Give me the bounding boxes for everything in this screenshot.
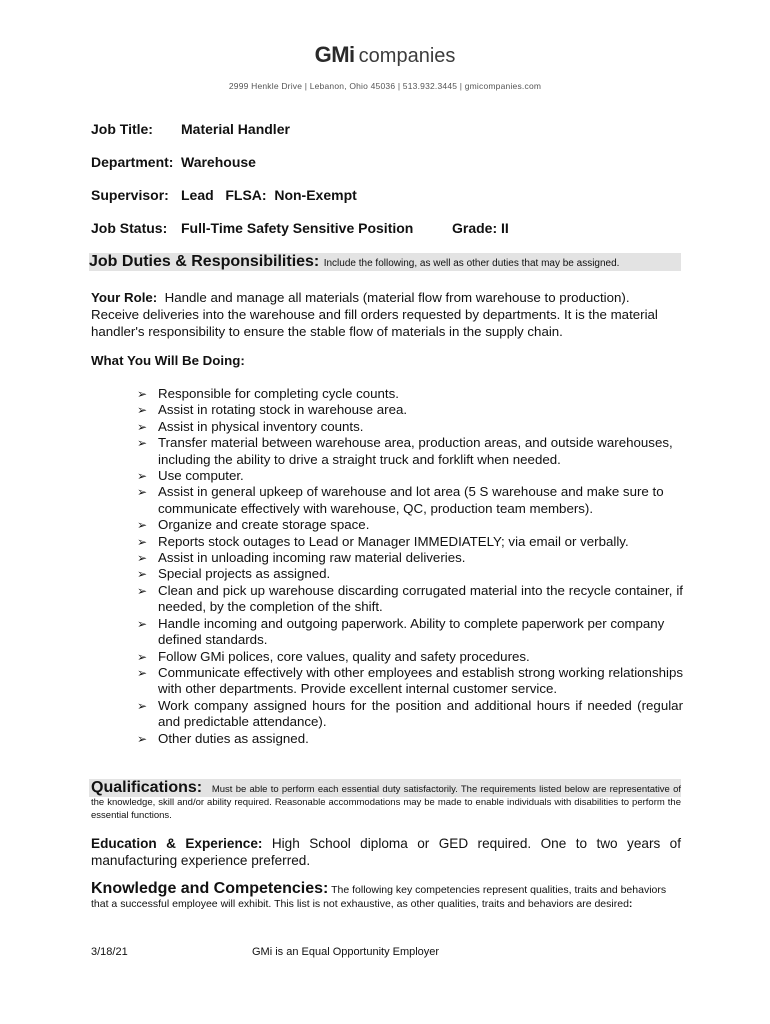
arrow-bullet-icon: ➢	[137, 518, 148, 533]
company-logo	[0, 42, 770, 68]
footer-eoe: GMi is an Equal Opportunity Employer	[252, 946, 440, 958]
arrow-bullet-icon: ➢	[137, 551, 148, 566]
grade: Grade: II	[452, 220, 509, 236]
arrow-bullet-icon: ➢	[137, 436, 148, 451]
arrow-bullet-icon: ➢	[137, 616, 148, 631]
doing-heading: What You Will Be Doing:	[91, 353, 245, 368]
duties-list	[137, 386, 683, 747]
arrow-bullet-icon: ➢	[137, 534, 148, 549]
education-experience	[91, 835, 681, 869]
list-item: ➢ Assist in rotating stock in warehouse area.	[137, 402, 408, 418]
logo-word: companies	[358, 45, 456, 67]
duties-heading: Job Duties & Responsibilities:	[89, 253, 320, 270]
list-item: ➢ Assist in unloading incoming raw material deliveries.	[137, 550, 466, 566]
list-item: ➢ Assist in general upkeep of warehouse and lot area (5 S warehouse and make sure to communicate effectively with warehouse, QC, production team members).	[137, 484, 664, 516]
list-item: ➢ Use computer.	[137, 468, 244, 484]
qualifications	[91, 781, 681, 822]
list-item: ➢ Clean and pick up warehouse discarding corrugated material into the recycle container, if needed, by the completion of the shift.	[137, 582, 683, 615]
department-row	[91, 154, 256, 170]
arrow-bullet-icon: ➢	[137, 665, 148, 680]
qualifications-heading: Qualifications:	[91, 779, 203, 796]
footer-date: 3/18/21	[91, 946, 128, 958]
company-address: 2999 Henkle Drive | Lebanon, Ohio 45036 | 513.932.3445 | gmicompanies.com	[228, 81, 542, 91]
arrow-bullet-icon: ➢	[137, 583, 148, 598]
list-item: ➢ Reports stock outages to Lead or Manager IMMEDIATELY; via email or verbally.	[137, 533, 629, 549]
job-title-value: Material Handler	[181, 121, 290, 137]
supervisor-row	[91, 187, 357, 203]
list-item: ➢ Special projects as assigned.	[137, 566, 331, 582]
job-status-value: Full-Time Safety Sensitive Position	[181, 220, 414, 236]
your-role	[91, 289, 681, 340]
job-title-row	[91, 121, 290, 137]
department-label: Department:	[91, 154, 174, 170]
supervisor-label: Supervisor:	[91, 187, 169, 203]
knowledge-heading: Knowledge and Competencies:	[91, 880, 329, 897]
logo-brand: GMi	[314, 42, 355, 67]
list-item: ➢ Responsible for completing cycle counts.	[137, 386, 399, 401]
arrow-bullet-icon: ➢	[137, 387, 148, 401]
list-item: ➢ Assist in physical inventory counts.	[137, 418, 364, 434]
your-role-label: Your Role:	[91, 290, 158, 305]
list-item: ➢ Transfer material between warehouse area, production areas, and outside warehouses, including the ability to drive a straight truck and forklift when needed.	[137, 435, 673, 467]
education-text: High School diploma or GED required. One to two years of manufacturing experience preferred.	[91, 836, 682, 868]
arrow-bullet-icon: ➢	[137, 567, 148, 582]
list-item: ➢ Handle incoming and outgoing paperwork. Ability to complete paperwork per company defined standards.	[137, 615, 665, 648]
arrow-bullet-icon: ➢	[137, 649, 148, 664]
arrow-bullet-icon: ➢	[137, 403, 148, 418]
qualifications-text: Must be able to perform each essential duty satisfactorily. The requirements listed below are representative of the knowledge, skill and/or ability required. Reasonable accommodations may be made to enable individuals with disabilities to perform the essential functions.	[91, 784, 681, 821]
arrow-bullet-icon: ➢	[137, 731, 148, 746]
duties-subheading: Include the following, as well as other duties that may be assigned.	[323, 258, 620, 269]
your-role-text: Handle and manage all materials (material flow from warehouse to production). Receive deliveries into the warehouse and fill orders requested by departments. It is the material handler's responsibility to ensure the stable flow of materials in the supply chain.	[91, 290, 658, 339]
knowledge-text: The following key competencies represent qualities, traits and behaviors that a successful employee will exhibit. This list is not exhaustive, as other qualities, traits and behaviors are desired	[91, 884, 667, 910]
job-status-row	[91, 220, 414, 236]
list-item: ➢ Organize and create storage space.	[137, 517, 370, 533]
list-item: ➢ Other duties as assigned.	[137, 730, 309, 746]
education-label: Education & Experience:	[91, 836, 263, 851]
knowledge-competencies	[91, 882, 681, 911]
list-item: ➢ Communicate effectively with other employees and establish strong working relationships with other departments. Provide excellent internal customer service.	[137, 664, 683, 697]
arrow-bullet-icon: ➢	[137, 469, 148, 484]
arrow-bullet-icon: ➢	[137, 419, 148, 434]
knowledge-colon: :	[628, 898, 633, 910]
arrow-bullet-icon: ➢	[137, 698, 148, 713]
duties-banner	[89, 253, 681, 271]
supervisor-value: Lead FLSA: Non-Exempt	[181, 187, 357, 203]
list-item: ➢ Work company assigned hours for the position and additional hours if needed (regular and predictable attendance).	[137, 697, 683, 730]
job-title-label: Job Title:	[91, 121, 153, 137]
job-status-label: Job Status:	[91, 220, 168, 236]
list-item: ➢ Follow GMi polices, core values, quality and safety procedures.	[137, 648, 530, 664]
arrow-bullet-icon: ➢	[137, 485, 148, 500]
department-value: Warehouse	[181, 154, 256, 170]
